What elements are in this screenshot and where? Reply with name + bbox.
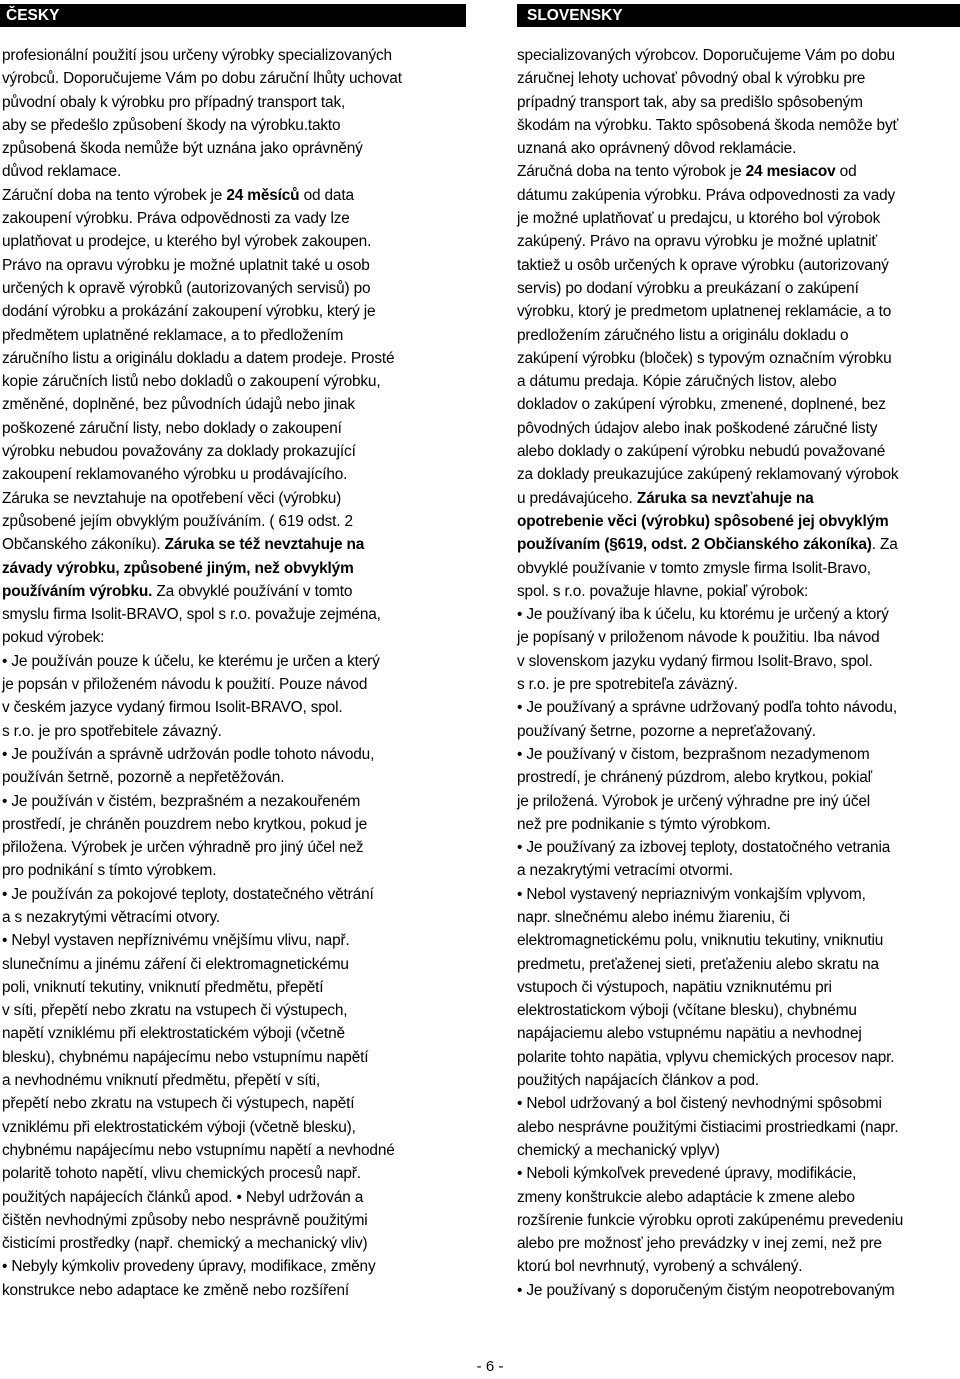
text-run: Záruka se nevztahuje na opotřebení věci (výrobku) <box>2 489 342 507</box>
text-run: použitých napájecích článků apod. • Nebyl udržován a <box>2 1188 364 1206</box>
text-run: obvyklé používanie v tomto zmysle firma Isolit-Bravo, <box>517 559 871 577</box>
text-run: alebo nesprávne použitými čistiacimi prostriedkami (napr. <box>517 1118 899 1136</box>
text-line <box>517 720 960 743</box>
text-line <box>517 953 960 976</box>
text-run: čištěn nevhodnými způsoby nebo nesprávně použitými <box>2 1211 368 1229</box>
text-run: • Je používaný a správne udržovaný podľa tohto návodu, <box>517 699 897 717</box>
text-line <box>517 440 960 463</box>
text-line <box>517 1092 960 1115</box>
text-run: profesionální použití jsou určeny výrobky specializovaných <box>2 47 392 64</box>
text-line <box>2 626 466 649</box>
text-run: uplatňovat u prodejce, u kterého byl výrobek zakoupen. <box>2 233 372 251</box>
text-run: chemický a mechanický vplyv) <box>517 1141 720 1159</box>
text-run: od <box>835 163 857 181</box>
text-run: polaritě tohoto napětí, vlivu chemických procesů např. <box>2 1165 361 1183</box>
text-run: čisticími prostředky (např. chemický a mechanický vliv) <box>2 1235 368 1253</box>
text-run: u predávajúceho. <box>517 489 637 507</box>
text-line <box>517 976 960 999</box>
text-run: pro podnikání s tímto výrobkem. <box>2 862 217 880</box>
text-run: použitých napájacích článkov a pod. <box>517 1072 760 1090</box>
text-line <box>2 673 466 696</box>
text-run: • Je používán a správně udržován podle tohoto návodu, <box>2 745 375 763</box>
text-run: • Nebyly kýmkoliv provedeny úpravy, modifikace, změny <box>2 1258 376 1276</box>
text-line <box>517 510 960 533</box>
text-line <box>517 1046 960 1069</box>
text-run: napr. slnečnému alebo inému žiareniu, či <box>517 908 790 926</box>
text-line <box>517 883 960 906</box>
text-line <box>2 1139 466 1162</box>
text-run: servis) po dodaní výrobku a preukázaní o zakúpení <box>517 279 859 297</box>
text-run: kopie záručních listů nebo dokladů o zakoupení výrobku, <box>2 373 381 391</box>
text-line <box>517 743 960 766</box>
text-run: napětí vzniklému při elektrostatickém výboji (včetně <box>2 1025 345 1043</box>
text-body-slovak <box>517 44 960 1302</box>
text-line <box>517 254 960 277</box>
bold-text-run: opotrebenie věci (výrobku) spôsobené jej obvyklým <box>517 512 889 530</box>
text-run: v českém jazyce vydaný firmou Isolit-BRAVO, spol. <box>2 699 343 717</box>
text-line <box>2 137 466 160</box>
text-run: zakúpení výrobku (bloček) s typovým označním výrobku <box>517 349 892 367</box>
text-line <box>517 487 960 510</box>
text-run: elektromagnetickému polu, vniknutiu tekutiny, vniknutiu <box>517 932 884 950</box>
text-line <box>2 836 466 859</box>
text-run: elektrostatickom výboji (včítane blesku), chybnému <box>517 1002 857 1020</box>
text-line <box>2 44 466 67</box>
text-line <box>517 999 960 1022</box>
text-line <box>517 557 960 580</box>
text-line <box>517 160 960 183</box>
text-run: a dátumu predaja. Kópie záručných listov, alebo <box>517 373 837 391</box>
text-run: záručního listu a originálu dokladu a datem prodeje. Prosté <box>2 349 395 367</box>
text-line <box>517 463 960 486</box>
text-line <box>2 184 466 207</box>
text-run: pôvodných údajov alebo inak poškodené záručné listy <box>517 419 878 437</box>
text-line <box>2 1092 466 1115</box>
bold-text-run: Záruka sa nevzťahuje na <box>636 489 814 507</box>
text-line <box>517 533 960 556</box>
text-run: způsobené jejím obvyklým používáním. ( 619 odst. 2 <box>2 512 353 530</box>
text-run: určených k opravě výrobků (autorizovaných servisů) po <box>2 279 371 297</box>
text-run: rozšírenie funkcie výrobku oproti zakúpenému prevedeniu <box>517 1211 904 1229</box>
text-run: záručnej lehoty uchovať pôvodný obal k výrobku pre <box>517 70 866 88</box>
text-run: předmětem uplatněné reklamace, a to předložením <box>2 326 344 344</box>
text-run: s r.o. je pro spotřebitele závazný. <box>2 722 222 740</box>
text-line <box>2 277 466 300</box>
text-run: výrobců. Doporučujeme Vám po dobu záruční lhůty uchovat <box>2 70 402 88</box>
text-run: napájaciemu alebo vstupnému napätiu a nevhodnej <box>517 1025 862 1043</box>
text-line <box>2 1022 466 1045</box>
text-run: výrobku, ktorý je predmetom uplatnenej reklamácie, a to <box>517 303 892 321</box>
text-run: dodání výrobku a prokázání zakoupení výrobku, který je <box>2 303 376 321</box>
text-run: je popsán v přiloženém návodu k použití. Pouze návod <box>2 676 368 694</box>
text-body-czech <box>2 44 466 1302</box>
text-run: od data <box>299 186 354 204</box>
text-run: spol. s r.o. považuje hlavne, pokiaľ výrobok: <box>517 582 809 600</box>
text-run: slunečnímu a jinému záření či elektromagnetickému <box>2 955 349 973</box>
text-run: a nezakrytými vetracími otvormi. <box>517 862 733 880</box>
text-line <box>2 300 466 323</box>
text-run: je priložená. Výrobok je určený výhradne pre iný účel <box>517 792 871 810</box>
text-line <box>517 1232 960 1255</box>
text-line <box>2 1116 466 1139</box>
text-run: dátumu zakúpenia výrobku. Práva odpovednosti za vady <box>517 186 896 204</box>
text-run: smyslu firma Isolit-BRAVO, spol s r.o. považuje zejména, <box>2 606 381 624</box>
text-line <box>2 906 466 929</box>
text-line <box>2 417 466 440</box>
text-line <box>2 720 466 743</box>
text-run: důvod reklamace. <box>2 163 122 181</box>
text-line <box>2 440 466 463</box>
text-line <box>517 813 960 836</box>
text-run: predmetu, preťaženej sieti, preťaženiu alebo skratu na <box>517 955 879 973</box>
bold-text-run: 24 mesiacov <box>745 163 836 181</box>
text-line <box>2 999 466 1022</box>
text-run: zakoupení výrobku. Práva odpovědnosti za vady lze <box>2 210 350 228</box>
text-line <box>2 859 466 882</box>
text-line <box>517 1022 960 1045</box>
text-run: • Je používaný za izbovej teploty, dostatočného vetrania <box>517 839 891 857</box>
section-header-czech: ČESKY <box>0 4 466 27</box>
bold-text-run: Záruka se též nevztahuje na <box>164 536 365 554</box>
text-run: v síti, přepětí nebo zkratu na vstupech či výstupech, <box>2 1002 348 1020</box>
text-run: . Za <box>871 536 898 554</box>
text-run: • Nebyl vystaven nepříznivému vnějšímu vlivu, např. <box>2 932 350 950</box>
text-line <box>517 1209 960 1232</box>
text-line <box>517 603 960 626</box>
text-run: poškozené záruční listy, nebo doklady o zakoupení <box>2 419 342 437</box>
text-line <box>2 976 466 999</box>
section-header-slovak: SLOVENSKY <box>517 4 960 27</box>
text-run: původní obaly k výrobku pro případný transport tak, <box>2 93 346 111</box>
text-line <box>2 580 466 603</box>
text-line <box>517 859 960 882</box>
text-run: přiložena. Výrobek je určen výhradně pro jiný účel než <box>2 839 364 857</box>
text-run: • Neboli kýmkoľvek prevedené úpravy, modifikácie, <box>517 1165 857 1183</box>
text-line <box>517 114 960 137</box>
text-run: • Je používán za pokojové teploty, dostatečného větrání <box>2 885 374 903</box>
text-run: používán šetrně, pozorně a nepřetěžován. <box>2 769 285 787</box>
text-line <box>2 790 466 813</box>
text-run: alebo pre možnosť jeho prevádzky v inej zemi, než pre <box>517 1235 882 1253</box>
text-line <box>517 1279 960 1302</box>
text-run: a nevhodnému vniknutí předmětu, přepětí v síti, <box>2 1072 321 1090</box>
text-line <box>517 790 960 813</box>
text-run: • Je používán pouze k účelu, ke kterému je určen a který <box>2 652 380 670</box>
text-line <box>2 1069 466 1092</box>
text-line <box>2 883 466 906</box>
bold-text-run: používáním výrobku. <box>2 582 153 600</box>
text-run: výrobku nebudou považovány za doklady prokazující <box>2 443 356 461</box>
text-line <box>2 1279 466 1302</box>
text-run: uznaná ako oprávnený dôvod reklamácie. <box>517 140 797 158</box>
text-run: vzniklému při elektrostatickém výboji (včetně blesku), <box>2 1118 356 1136</box>
text-line <box>517 230 960 253</box>
text-line <box>517 1186 960 1209</box>
text-run: chybnému napájecímu nebo vstupnímu napětí a nevhodné <box>2 1141 395 1159</box>
text-line <box>2 114 466 137</box>
text-line <box>2 487 466 510</box>
text-line <box>2 1162 466 1185</box>
text-line <box>2 67 466 90</box>
text-run: prostredí, je chránený púzdrom, alebo krytkou, pokiaľ <box>517 769 872 787</box>
text-run: taktiež u osôb určených k oprave výrobku (autorizovaný <box>517 256 889 274</box>
text-run: Občanského zákoníku). <box>2 536 165 554</box>
text-line <box>2 370 466 393</box>
text-line <box>2 557 466 580</box>
page-number: - 6 - <box>476 1358 504 1375</box>
text-line <box>517 1069 960 1092</box>
text-line <box>2 743 466 766</box>
text-line <box>2 463 466 486</box>
text-run: je možné uplatňovať u predajcu, u ktorého bol výrobok <box>517 210 881 228</box>
text-line <box>2 324 466 347</box>
text-line <box>517 1255 960 1278</box>
text-line <box>517 626 960 649</box>
text-run: predložením záručného listu a originálu dokladu o <box>517 326 849 344</box>
text-line <box>517 417 960 440</box>
text-run: poli, vniknutí tekutiny, vniknutí předmětu, přepětí <box>2 978 324 996</box>
text-line <box>517 673 960 696</box>
text-line <box>2 1209 466 1232</box>
text-run: změněné, doplněné, bez původních údajů nebo jinak <box>2 396 355 414</box>
text-line <box>2 953 466 976</box>
text-line <box>2 650 466 673</box>
bold-text-run: závady výrobku, způsobené jiným, než obvyklým <box>2 559 354 577</box>
text-line <box>517 766 960 789</box>
bold-text-run: používaním (§619, odst. 2 Občianského zákoníka) <box>517 536 872 554</box>
text-line <box>517 929 960 952</box>
text-line <box>517 393 960 416</box>
text-line <box>517 277 960 300</box>
text-run: • Je používaný s doporučeným čistým neopotrebovaným <box>517 1281 895 1299</box>
text-run: způsobená škoda nemůže být uznána jako oprávněný <box>2 140 363 158</box>
text-line <box>517 906 960 929</box>
text-line <box>517 44 960 67</box>
text-run: pokud výrobek: <box>2 629 105 647</box>
text-line <box>2 1232 466 1255</box>
text-run: polarite tohto napätia, vplyvu chemických procesov napr. <box>517 1048 895 1066</box>
text-line <box>2 1255 466 1278</box>
text-line <box>517 324 960 347</box>
text-run: aby se předešlo způsobení škody na výrobku.takto <box>2 116 341 134</box>
text-run: Záruční doba na tento výrobek je <box>2 186 227 204</box>
text-run: s r.o. je pre spotrebiteľa záväzný. <box>517 676 738 694</box>
text-line <box>517 207 960 230</box>
text-line <box>517 650 960 673</box>
text-line <box>517 1116 960 1139</box>
text-run: blesku), chybnému napájecímu nebo vstupnímu napětí <box>2 1048 369 1066</box>
text-run: používaný šetrne, pozorne a nepreťažovaný. <box>517 722 816 740</box>
text-run: zakoupení reklamovaného výrobku u prodávajícího. <box>2 466 348 484</box>
text-line <box>517 137 960 160</box>
text-line <box>517 91 960 114</box>
text-run: za doklady preukazujúce zakúpený reklamovaný výrobok <box>517 466 899 484</box>
text-line <box>2 207 466 230</box>
text-line <box>517 300 960 323</box>
text-line <box>2 254 466 277</box>
text-run: • Je používán v čistém, bezprašném a nezakouřeném <box>2 792 361 810</box>
text-run: a s nezakrytými větracími otvory. <box>2 908 220 926</box>
text-run: dokladov o zakúpení výrobku, zmenené, doplnené, bez <box>517 396 886 414</box>
text-line <box>517 1162 960 1185</box>
text-run: škodám na výrobku. Takto spôsobená škoda nemôže byť <box>517 116 899 134</box>
text-line <box>2 1186 466 1209</box>
text-run: • Je používaný v čistom, bezprašnom nezadymenom <box>517 745 870 763</box>
text-run: ktorú bol nevrhnutý, vyrobený a schválený. <box>517 1258 803 1276</box>
text-line <box>2 393 466 416</box>
text-run: v slovenskom jazyku vydaný firmou Isolit-Bravo, spol. <box>517 652 873 670</box>
text-line <box>2 929 466 952</box>
text-line <box>517 67 960 90</box>
text-line <box>2 603 466 626</box>
text-run: konstrukce nebo adaptace ke změně nebo rozšíření <box>2 1281 350 1299</box>
text-line <box>2 696 466 719</box>
text-line <box>517 580 960 603</box>
text-run: je popísaný v priloženom návode k použitiu. Iba návod <box>517 629 880 647</box>
text-line <box>517 370 960 393</box>
text-run: přepětí nebo zkratu na vstupech či výstupech, napětí <box>2 1095 355 1113</box>
text-line <box>2 91 466 114</box>
text-run: • Nebol udržovaný a bol čistený nevhodnými spôsobmi <box>517 1095 882 1113</box>
text-line <box>517 1139 960 1162</box>
text-run: Záručná doba na tento výrobok je <box>517 163 746 181</box>
bold-text-run: 24 měsíců <box>226 186 300 204</box>
text-run: než pre podnikanie s týmto výrobkom. <box>517 815 771 833</box>
text-run: prípadný transport tak, aby sa predišlo spôsobeným <box>517 93 863 111</box>
text-run: Právo na opravu výrobku je možné uplatnit také u osob <box>2 256 370 274</box>
text-line <box>2 510 466 533</box>
text-line <box>2 533 466 556</box>
text-run: prostředí, je chráněn pouzdrem nebo krytkou, pokud je <box>2 815 368 833</box>
text-run: • Nebol vystavený nepriaznivým vonkajším vplyvom, <box>517 885 866 903</box>
text-run: vstupoch či výstupoch, napätiu vzniknutému pri <box>517 978 832 996</box>
text-run: • Je používaný iba k účelu, ku ktorému je určený a ktorý <box>517 606 889 624</box>
text-line <box>2 347 466 370</box>
text-line <box>2 766 466 789</box>
text-run: Za obvyklé používání v tomto <box>152 582 353 600</box>
text-line <box>2 1046 466 1069</box>
text-run: zakúpený. Právo na opravu výrobku je možné uplatniť <box>517 233 878 251</box>
text-line <box>517 696 960 719</box>
text-line <box>517 184 960 207</box>
text-line <box>2 160 466 183</box>
text-run: specializovaných výrobcov. Doporučujeme Vám po dobu <box>517 47 895 64</box>
text-line <box>517 347 960 370</box>
text-run: zmeny konštrukcie alebo adaptácie k zmene alebo <box>517 1188 855 1206</box>
text-line <box>517 836 960 859</box>
text-line <box>2 813 466 836</box>
text-run: alebo doklady o zakúpení výrobku nebudú považované <box>517 443 886 461</box>
text-line <box>2 230 466 253</box>
